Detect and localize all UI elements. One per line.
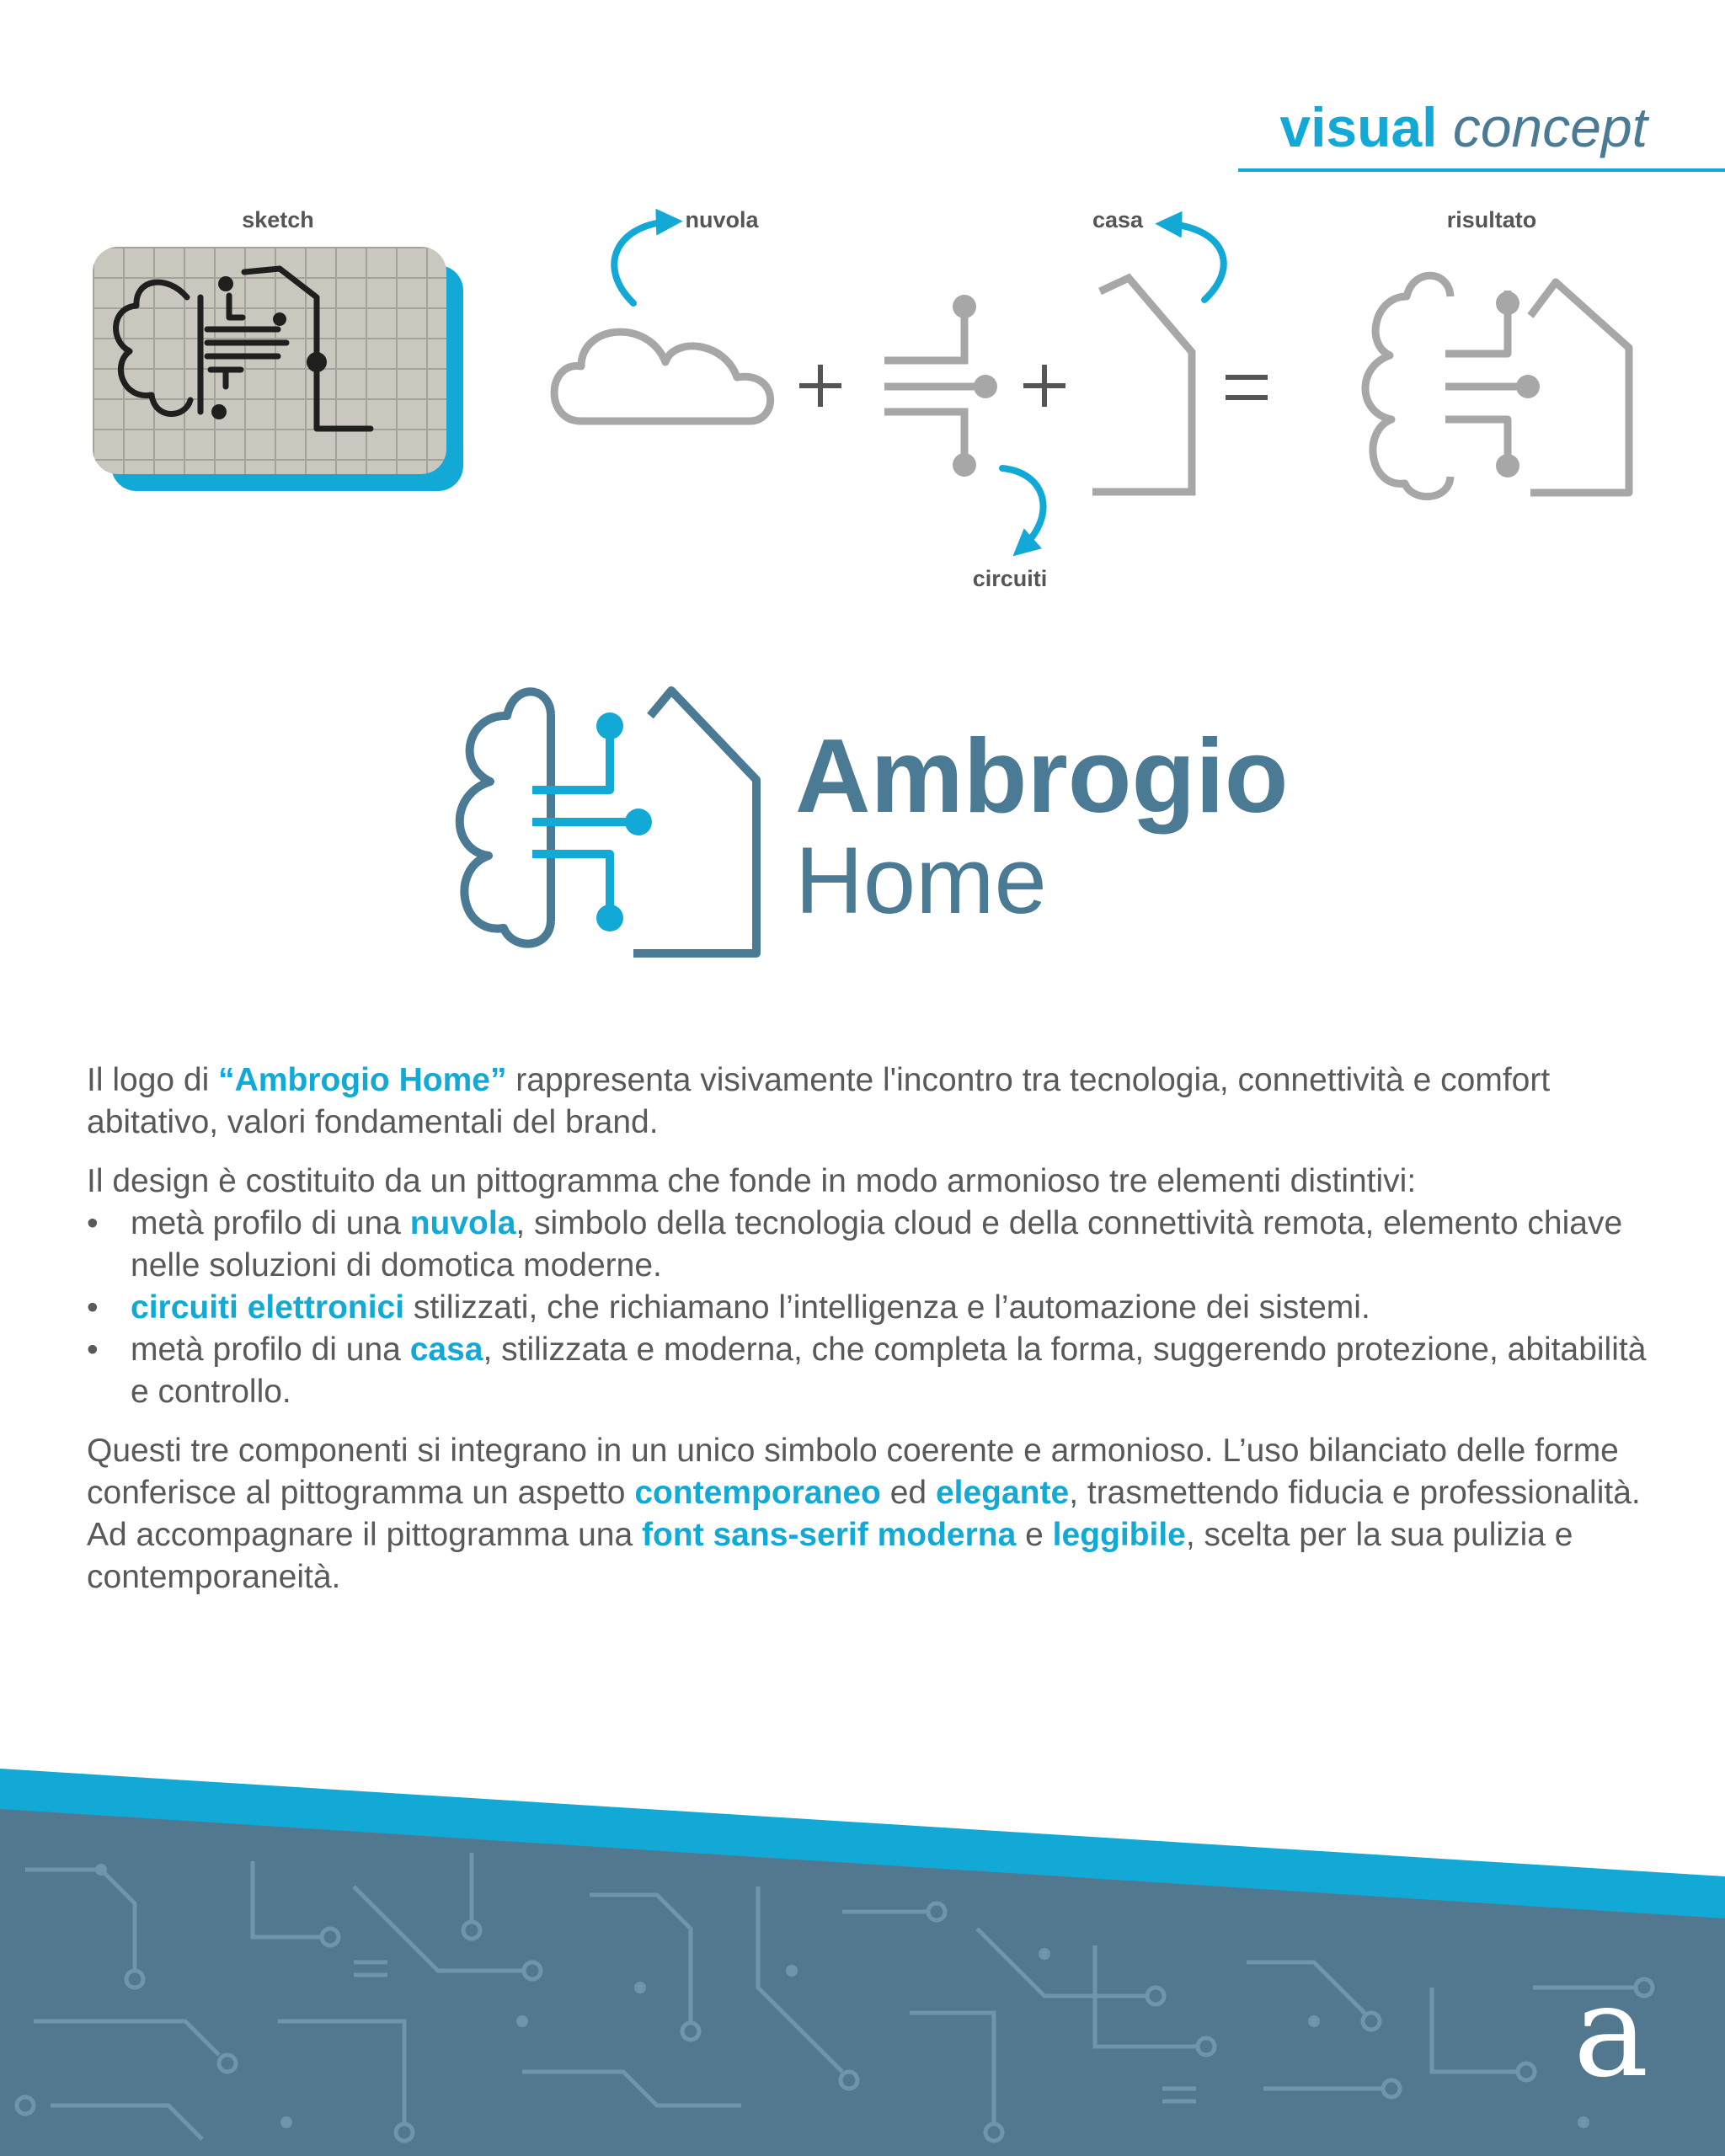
text: , scelta per la sua pulizia e contemporaneità. <box>87 1517 1573 1595</box>
circuiti-arrow-icon <box>1002 468 1044 549</box>
footer-band <box>0 1769 1725 2156</box>
label-casa: casa <box>1092 207 1144 232</box>
brand-name: Ambrogio <box>795 718 1289 835</box>
text: , stilizzata e moderna, che completa la forma, suggerendo protezione, abitabilità e controllo. <box>131 1331 1647 1410</box>
paragraph-2 <box>87 1161 1653 1203</box>
paragraph-3 <box>87 1430 1653 1514</box>
text: Il logo di <box>87 1062 219 1098</box>
text: ed <box>880 1475 936 1511</box>
highlight: elegante <box>935 1475 1070 1511</box>
text: , simbolo della tecnologia cloud e della connettività remota, elemento chiave nelle soluzioni di domotica moderne. <box>131 1205 1623 1283</box>
bullet-1 <box>87 1203 1653 1287</box>
text: Questi tre componenti si integrano in un unico simbolo coerente e armonioso. L’uso bilanciato delle forme conferisce al pittogramma un aspetto <box>87 1433 1619 1511</box>
paragraph-1 <box>87 1059 1653 1144</box>
text: Il design è costituito da un pittogramma che fonde in modo armonioso tre elementi distintivi: <box>87 1163 1417 1199</box>
plus-operator-2 <box>1023 365 1065 407</box>
paragraph-4 <box>87 1514 1653 1598</box>
text: e <box>1016 1517 1053 1553</box>
label-sketch: sketch <box>242 207 314 232</box>
highlight: contemporaneo <box>634 1475 881 1511</box>
bullet-2 <box>87 1287 1653 1329</box>
nuvola-arrow-icon <box>614 221 672 303</box>
title-bold: visual <box>1279 96 1438 158</box>
text: Ad accompagnare il pittogramma una <box>87 1517 643 1553</box>
text: metà profilo di una <box>131 1331 410 1368</box>
label-risultato: risultato <box>1446 207 1537 232</box>
highlight: leggibile <box>1052 1517 1186 1553</box>
text: rappresenta visivamente l'incontro tra tecnologia, connettività e comfort abitativo, valori fondamentali del brand. <box>87 1062 1551 1140</box>
description <box>87 1059 1653 1615</box>
text: stilizzati, che richiamano l’intelligenza e l’automazione dei sistemi. <box>404 1289 1370 1326</box>
bullet-dot: • <box>87 1331 99 1368</box>
highlight: nuvola <box>409 1205 516 1241</box>
bullet-dot: • <box>87 1289 99 1326</box>
circuit-icon <box>884 307 985 465</box>
company-logo: a <box>1573 1959 1649 2105</box>
cloud-icon <box>554 332 771 421</box>
highlight: circuiti elettronici <box>131 1289 405 1326</box>
text: , trasmettendo fiducia e professionalità. <box>1069 1475 1641 1511</box>
highlight: casa <box>409 1331 483 1368</box>
title-light: concept <box>1452 96 1648 158</box>
casa-arrow-icon <box>1166 224 1224 300</box>
house-icon <box>1092 278 1192 492</box>
equals-operator <box>1226 377 1268 398</box>
highlight: “Ambrogio Home” <box>218 1062 507 1098</box>
bullet-3 <box>87 1329 1653 1413</box>
brand-subtitle: Home <box>795 828 1047 933</box>
label-nuvola: nuvola <box>685 207 759 232</box>
bullet-dot: • <box>87 1205 99 1241</box>
highlight: font sans-serif moderna <box>642 1517 1017 1553</box>
plus-operator-1 <box>799 365 841 407</box>
text: metà profilo di una <box>131 1205 410 1241</box>
label-circuiti: circuiti <box>972 566 1048 591</box>
